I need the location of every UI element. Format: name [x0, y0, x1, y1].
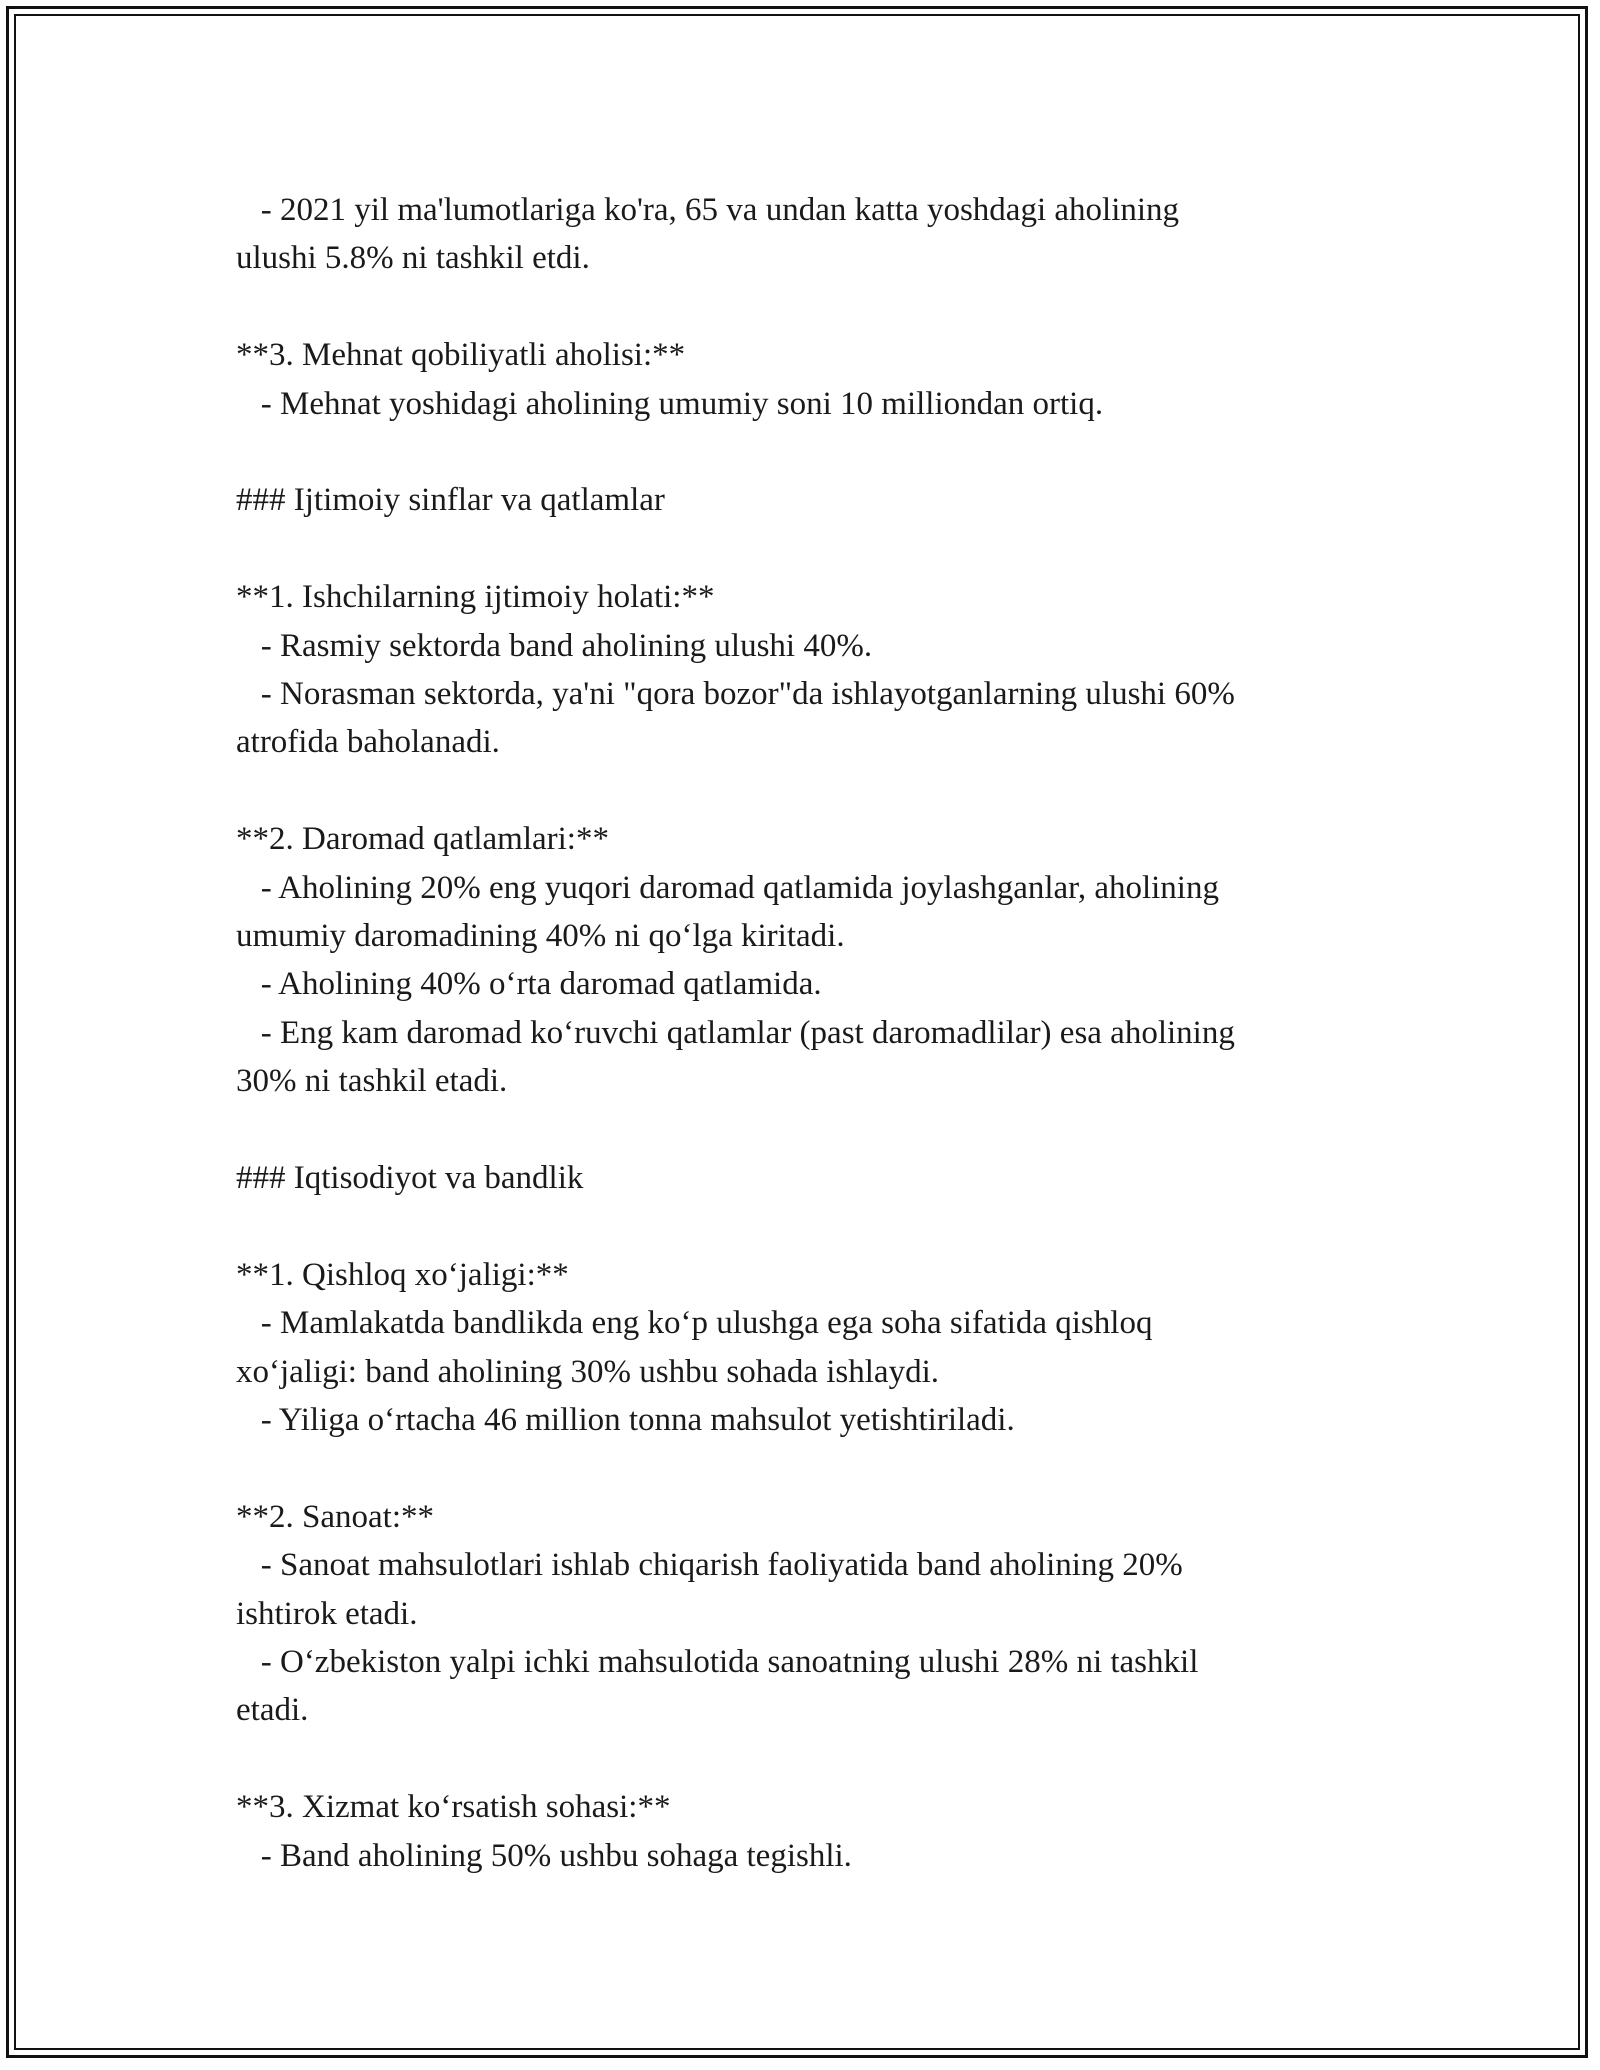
section-heading: ### Iqtisodiyot va bandlik — [236, 1160, 584, 1197]
text-line: etadi. — [236, 1692, 309, 1729]
text-line: 30% ni tashkil etadi. — [236, 1063, 508, 1100]
document-body — [236, 186, 1386, 1880]
text-line: - Eng kam daromad ko‘ruvchi qatlamlar (past daromadlilar) esa aholining — [236, 1014, 1235, 1051]
blank-line — [236, 283, 1386, 331]
blank-line — [236, 1106, 1386, 1154]
text-line: atrofida baholanadi. — [236, 724, 500, 761]
text-line: - Aholining 40% o‘rta daromad qatlamida. — [236, 966, 822, 1003]
text-line: - Aholining 20% eng yuqori daromad qatlamida joylashganlar, aholining — [236, 869, 1219, 906]
text-line: xo‘jaligi: band aholining 30% ushbu sohada ishlaydi. — [236, 1353, 939, 1390]
section-heading: **2. Sanoat:** — [236, 1498, 434, 1535]
text-line: umumiy daromadining 40% ni qo‘lga kiritadi. — [236, 918, 845, 955]
blank-line — [236, 1202, 1386, 1250]
text-line: ishtirok etadi. — [236, 1595, 418, 1632]
text-line: - Mamlakatda bandlikda eng ko‘p ulushga ega soha sifatida qishloq — [236, 1305, 1153, 1342]
section-heading: **1. Ishchilarning ijtimoiy holati:** — [236, 579, 715, 616]
blank-line — [236, 767, 1386, 815]
text-line: - Rasmiy sektorda band aholining ulushi 40%. — [236, 627, 873, 664]
text-line: - Band aholining 50% ushbu sohaga tegishli. — [236, 1837, 852, 1874]
blank-line — [236, 525, 1386, 573]
text-line: - Mehnat yoshidagi aholining umumiy soni 10 milliondan ortiq. — [236, 385, 1104, 422]
text-line: ulushi 5.8% ni tashkil etdi. — [236, 240, 590, 277]
text-line: - Norasman sektorda, ya'ni "qora bozor"da ishlayotganlarning ulushi 60% — [236, 676, 1235, 713]
text-line: - O‘zbekiston yalpi ichki mahsulotida sanoatning ulushi 28% ni tashkil — [236, 1644, 1199, 1681]
text-line: - 2021 yil ma'lumotlariga ko'ra, 65 va undan katta yoshdagi aholining — [236, 192, 1180, 228]
text-line: - Sanoat mahsulotlari ishlab chiqarish faoliyatida band aholining 20% — [236, 1547, 1183, 1584]
section-heading: **1. Qishloq xo‘jaligi:** — [236, 1256, 569, 1293]
blank-line — [236, 1735, 1386, 1783]
section-heading: **3. Xizmat ko‘rsatish sohasi:** — [236, 1789, 671, 1826]
blank-line — [236, 1444, 1386, 1492]
section-heading: **2. Daromad qatlamlari:** — [236, 821, 609, 858]
section-heading: **3. Mehnat qobiliyatli aholisi:** — [236, 337, 686, 374]
text-line: - Yiliga o‘rtacha 46 million tonna mahsulot yetishtiriladi. — [236, 1402, 1015, 1439]
section-heading: ### Ijtimoiy sinflar va qatlamlar — [236, 482, 665, 519]
blank-line — [236, 428, 1386, 476]
